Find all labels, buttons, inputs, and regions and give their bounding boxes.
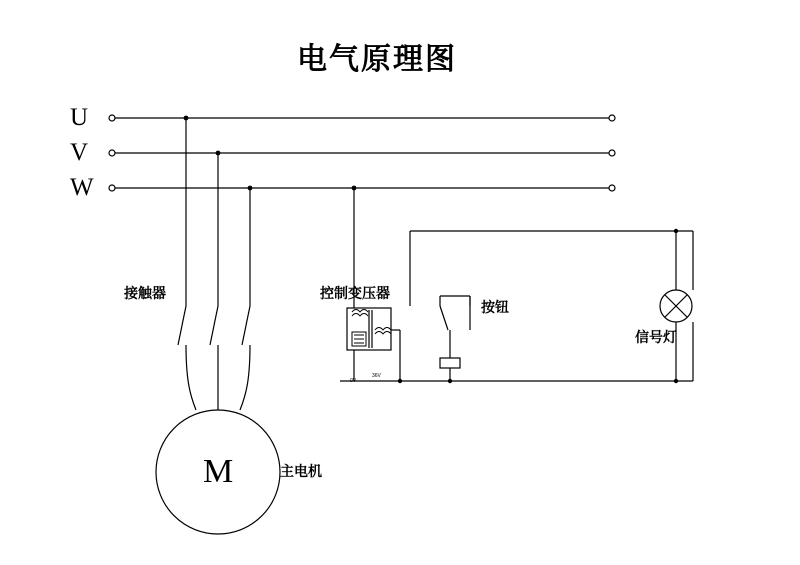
button-label: 按钮 [481,299,509,315]
signal-lamp-symbol [660,290,692,322]
bus-line-v [109,150,615,156]
transformer-leads [340,306,693,381]
control-transformer-symbol [347,308,391,350]
main-motor-label: 主电机 [280,463,322,479]
motor-leads [186,345,250,410]
phase-label-u: U [70,104,89,131]
motor-symbol-label: M [203,453,234,490]
transformer-label: 控制变压器 [320,285,390,301]
transformer-zero-volt-mark: 0V [350,378,357,384]
transformer-secondary-mark: 36V [372,373,381,379]
motor-symbol [156,410,280,534]
motor-phase-droppers [186,118,250,306]
phase-label-v: V [70,139,89,166]
contactor-label: 接触器 [124,285,166,301]
bus-line-w [109,185,615,191]
page-title: 电气原理图 [297,43,457,76]
contactor-symbol [178,306,250,345]
signal-lamp-label: 信号灯 [635,329,677,345]
phase-label-w: W [70,174,94,201]
control-circuit-rails [354,188,693,381]
push-button-symbol [440,296,470,381]
